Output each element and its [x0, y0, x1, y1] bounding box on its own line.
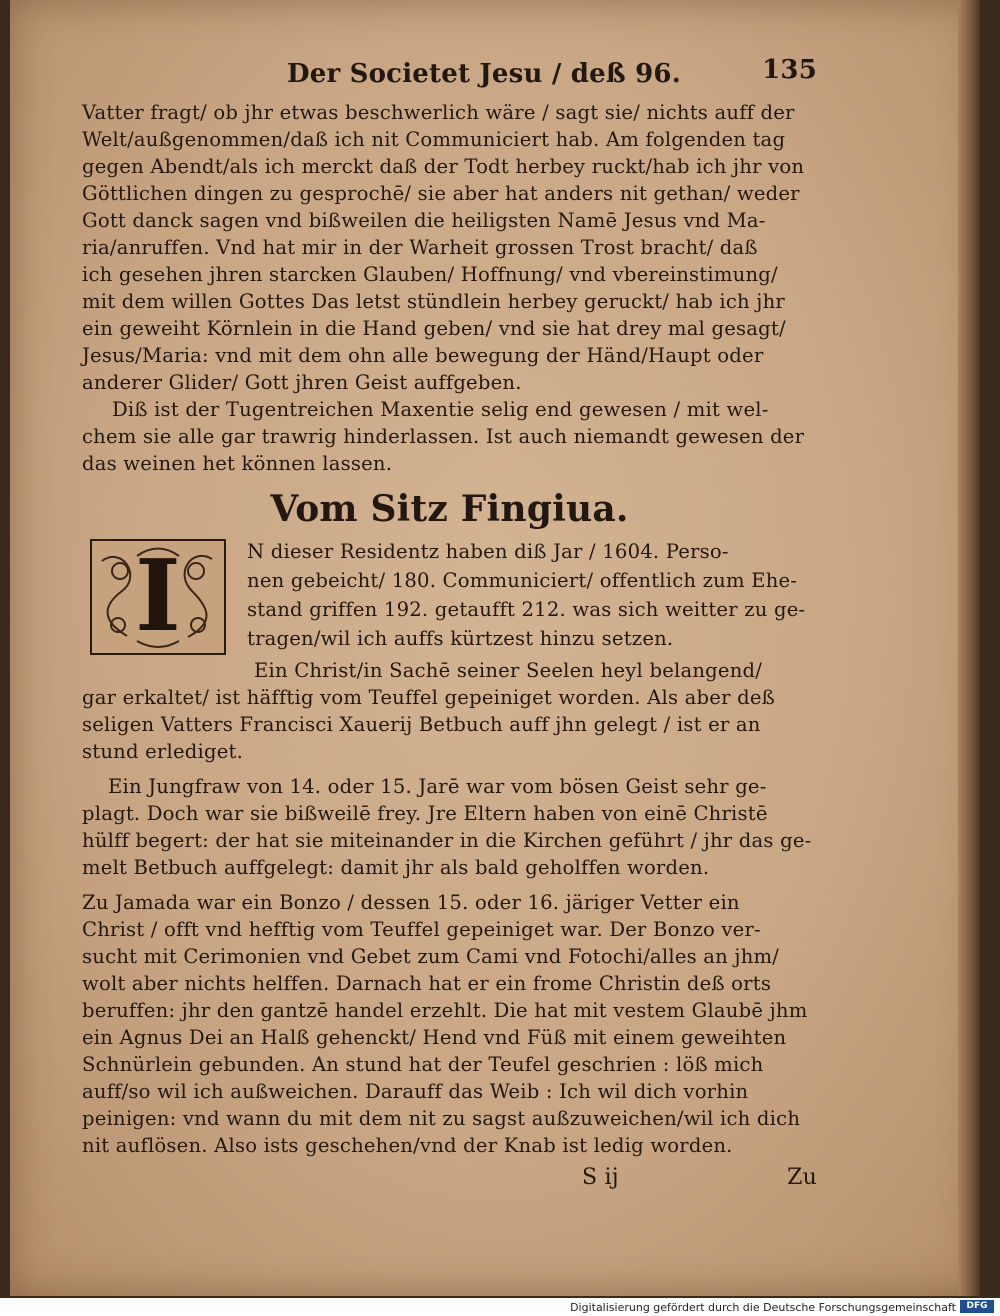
text-line: Göttlichen dingen zu gesprochē/ sie aber hat anders nit gethan/ weder	[82, 182, 800, 205]
text-line: gegen Abendt/als ich merckt daß der Todt herbey ruckt/hab ich jhr von	[82, 155, 805, 178]
text-line: ein Agnus Dei an Halß gehenckt/ Hend vnd Füß mit einem geweihten	[82, 1026, 787, 1049]
paragraph-5	[82, 889, 817, 1159]
initial-lines	[247, 537, 805, 653]
running-head: Der Societet Jesu / deß 96.	[287, 59, 681, 89]
text-line: peinigen: vnd wann du mit dem nit zu sagst außzuweichen/wil ich dich	[82, 1107, 801, 1130]
text-line: Jesus/Maria: vnd mit dem ohn alle bewegung der Händ/Haupt oder	[82, 344, 764, 367]
page-header	[82, 55, 817, 99]
text-line: Zu Jamada war ein Bonzo / dessen 15. oder 16. järiger Vetter ein	[82, 891, 740, 914]
text-line: ich gesehen jhren starcken Glauben/ Hoffnung/ vnd vbereinstimung/	[82, 263, 778, 286]
ornamental-initial	[90, 539, 226, 655]
text-line: Diß ist der Tugentreichen Maxentie selig end gewesen / mit wel-	[112, 398, 769, 421]
text-line: Ein Jungfraw von 14. oder 15. Jarē war vom bösen Geist sehr ge-	[108, 775, 767, 798]
text-line: nen gebeicht/ 180. Communiciert/ offentlich zum Ehe-	[247, 569, 798, 592]
text-line: gar erkaltet/ ist häfftig vom Teuffel gepeiniget worden. Als aber deß	[82, 686, 775, 709]
page-footer	[82, 1165, 817, 1201]
text-line: Ein Christ/in Sachē seiner Seelen heyl belangend/	[254, 659, 763, 682]
text-line: Schnürlein gebunden. An stund hat der Teufel geschrien : löß mich	[82, 1053, 764, 1076]
text-line: anderer Glider/ Gott jhren Geist auffgeben.	[82, 371, 522, 394]
text-line: ein geweiht Körnlein in die Hand geben/ vnd sie hat drey mal gesagt/	[82, 317, 786, 340]
page-text	[82, 55, 817, 1201]
dfg-credit-text: Digitalisierung gefördert durch die Deutsche Forschungsgemeinschaft	[570, 1301, 956, 1314]
signature-mark: S ij	[582, 1165, 619, 1190]
text-line: Vatter fragt/ ob jhr etwas beschwerlich wäre / sagt sie/ nichts auff der	[82, 101, 795, 124]
paragraph-1	[82, 99, 817, 396]
page-edge	[958, 0, 980, 1296]
text-line: N dieser Residentz haben diß Jar / 1604. Perso-	[247, 540, 729, 563]
catchword: Zu	[787, 1165, 817, 1190]
text-line: Christ / offt vnd hefftig vom Teuffel gepeiniget war. Der Bonzo ver-	[82, 918, 761, 941]
text-line: tragen/wil ich auffs kürtzest hinzu setzen.	[247, 627, 674, 650]
paragraph-2	[82, 396, 817, 477]
text-line: seligen Vatters Francisci Xauerij Betbuch auff jhn gelegt / ist er an	[82, 713, 761, 736]
text-line: plagt. Doch war sie bißweilē frey. Jre Eltern haben von einē Christē	[82, 802, 768, 825]
page-number: 135	[762, 55, 817, 85]
initial-paragraph	[82, 537, 817, 657]
text-line: beruffen: jhr den gantzē handel erzehlt. Die hat mit vestem Glaubē jhm	[82, 999, 808, 1022]
section-heading: Vom Sitz Fingiua.	[270, 488, 629, 530]
text-line: Welt/außgenommen/daß ich nit Communiciert hab. Am folgenden tag	[82, 128, 786, 151]
text-line: ria/anruffen. Vnd hat mir in der Warheit grossen Trost bracht/ daß	[82, 236, 758, 259]
text-line: nit auflösen. Also ists geschehen/vnd der Knab ist ledig worden.	[82, 1134, 733, 1157]
text-line: mit dem willen Gottes Das letst stündlein herbey geruckt/ hab ich jhr	[82, 290, 785, 313]
text-line: auff/so wil ich außweichen. Darauff das Weib : Ich wil dich vorhin	[82, 1080, 749, 1103]
text-line: Gott danck sagen vnd bißweilen die heiligsten Namē Jesus vnd Ma-	[82, 209, 766, 232]
drop-cap-letter: I	[134, 539, 182, 654]
text-line: wolt aber nichts helffen. Darnach hat er ein frome Christin deß orts	[82, 972, 772, 995]
dfg-logo-icon: DFG	[960, 1300, 994, 1313]
text-line: stand griffen 192. getaufft 212. was sich weitter zu ge-	[247, 598, 806, 621]
dfg-credit-bar	[0, 1298, 1000, 1316]
text-line: das weinen het können lassen.	[82, 452, 393, 475]
paragraph-3	[82, 657, 817, 765]
text-line: melt Betbuch auffgelegt: damit jhr als bald geholffen worden.	[82, 856, 710, 879]
text-line: sucht mit Cerimonien vnd Gebet zum Cami vnd Fotochi/alles an jhm/	[82, 945, 780, 968]
text-line: chem sie alle gar trawrig hinderlassen. Ist auch niemandt gewesen der	[82, 425, 805, 448]
text-line: stund erlediget.	[82, 740, 244, 763]
paragraph-4	[82, 773, 817, 881]
text-line: hülff begert: der hat sie miteinander in die Kirchen geführt / jhr das ge-	[82, 829, 812, 852]
